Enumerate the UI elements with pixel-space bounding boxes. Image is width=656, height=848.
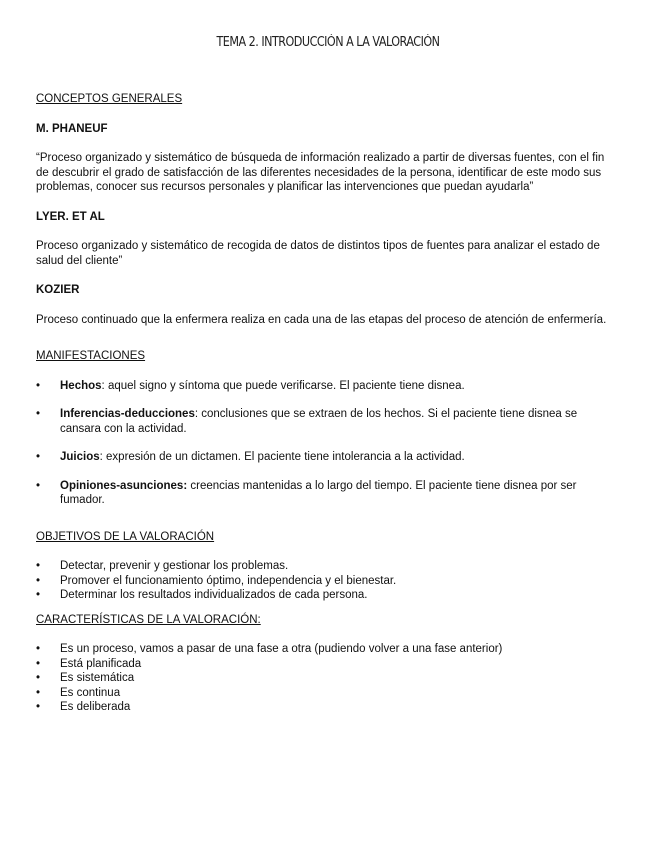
- list-item: [36, 686, 620, 701]
- caracteristica-text: Es sistemática: [60, 672, 135, 684]
- bullet-icon: •: [36, 451, 41, 463]
- objetivos-list: [36, 559, 620, 603]
- section-heading-caracteristicas: CARACTERÍSTICAS DE LA VALORACIÓN:: [36, 613, 261, 626]
- bullet-icon: •: [36, 479, 41, 492]
- list-item-juicios: [36, 450, 620, 465]
- definition-lyer: Proceso organizado y sistemático de recogida de datos de distintos tipos de fuentes para analizar el estado de salud del cliente”: [36, 240, 600, 267]
- document-content: [36, 92, 620, 715]
- caracteristica-text: Es un proceso, vamos a pasar de una fase a otra (pudiendo volver a una fase anterior): [60, 643, 503, 655]
- objetivo-text: Detectar, prevenir y gestionar los problemas.: [60, 560, 289, 572]
- bullet-icon: •: [36, 672, 41, 684]
- text-opiniones: creencias mantenidas a lo largo del tiempo. El paciente tiene disnea por ser fumador.: [60, 479, 577, 506]
- bullet-icon: •: [36, 643, 41, 655]
- term-separator: :: [183, 479, 188, 492]
- objetivo-text: Promover el funcionamiento óptimo, independencia y el bienestar.: [60, 574, 397, 587]
- section-heading-objetivos: OBJETIVOS DE LA VALORACIÓN: [36, 530, 215, 543]
- definition-phaneuf: “Proceso organizado y sistemático de búsqueda de información realizado a partir de diversas fuentes, con el fin de descubrir el grado de satisfacción de las diferentes necesidades de la persona, identificar de este modo sus problemas, conocer sus recursos personales y planificar las intervenciones que puedan ayudarla”: [36, 152, 605, 193]
- term-separator: :: [194, 408, 199, 420]
- caracteristicas-list: [36, 642, 620, 715]
- bullet-icon: •: [36, 379, 41, 392]
- text-inferencias: conclusiones que se extraen de los hechos. Si el paciente tiene disnea se cansara con la actividad.: [60, 408, 578, 435]
- text-juicios: expresión de un dictamen. El paciente tiene intolerancia a la actividad.: [102, 451, 465, 463]
- definition-kozier: Proceso continuado que la enfermera realiza en cada una de las etapas del proceso de atención de enfermería.: [36, 313, 607, 326]
- list-item: [36, 671, 620, 686]
- author-kozier: KOZIER: [36, 284, 80, 296]
- term-hechos: Hechos: [60, 379, 102, 392]
- list-item-opiniones: [36, 479, 620, 508]
- term-separator: :: [101, 379, 105, 392]
- caracteristica-text: Está planificada: [60, 657, 142, 670]
- bullet-icon: •: [36, 701, 41, 713]
- bullet-icon: •: [36, 574, 41, 587]
- caracteristica-text: Es continua: [60, 686, 121, 699]
- term-inferencias: Inferencias-deducciones: [60, 408, 195, 420]
- bullet-icon: •: [36, 589, 41, 601]
- bullet-icon: •: [36, 560, 41, 572]
- list-item: [36, 657, 620, 672]
- section-heading-conceptos: CONCEPTOS GENERALES: [36, 93, 183, 105]
- section-heading-manifestaciones: MANIFESTACIONES: [36, 350, 146, 362]
- bullet-icon: •: [36, 657, 41, 670]
- term-opiniones: Opiniones-asunciones: [60, 479, 184, 492]
- objetivo-text: Determinar los resultados individualizados de cada persona.: [60, 589, 368, 601]
- list-item: [36, 642, 620, 657]
- list-item-inferencias: [36, 407, 620, 436]
- author-lyer: LYER. ET AL: [36, 210, 105, 223]
- bullet-icon: •: [36, 408, 41, 420]
- caracteristica-text: Es deliberada: [60, 701, 131, 713]
- list-item: [36, 559, 620, 574]
- list-item: [36, 700, 620, 715]
- term-separator: :: [99, 451, 103, 463]
- manifestaciones-list: [36, 379, 620, 508]
- author-phaneuf: M. PHANEUF: [36, 122, 108, 135]
- text-hechos: aquel signo y síntoma que puede verificarse. El paciente tiene disnea.: [104, 379, 465, 392]
- list-item-hechos: [36, 379, 620, 394]
- document-title: TEMA 2. INTRODUCCIÓN A LA VALORACIÓN: [216, 35, 440, 50]
- list-item: [36, 588, 620, 603]
- bullet-icon: •: [36, 686, 41, 699]
- list-item: [36, 574, 620, 589]
- term-juicios: Juicios: [60, 451, 100, 463]
